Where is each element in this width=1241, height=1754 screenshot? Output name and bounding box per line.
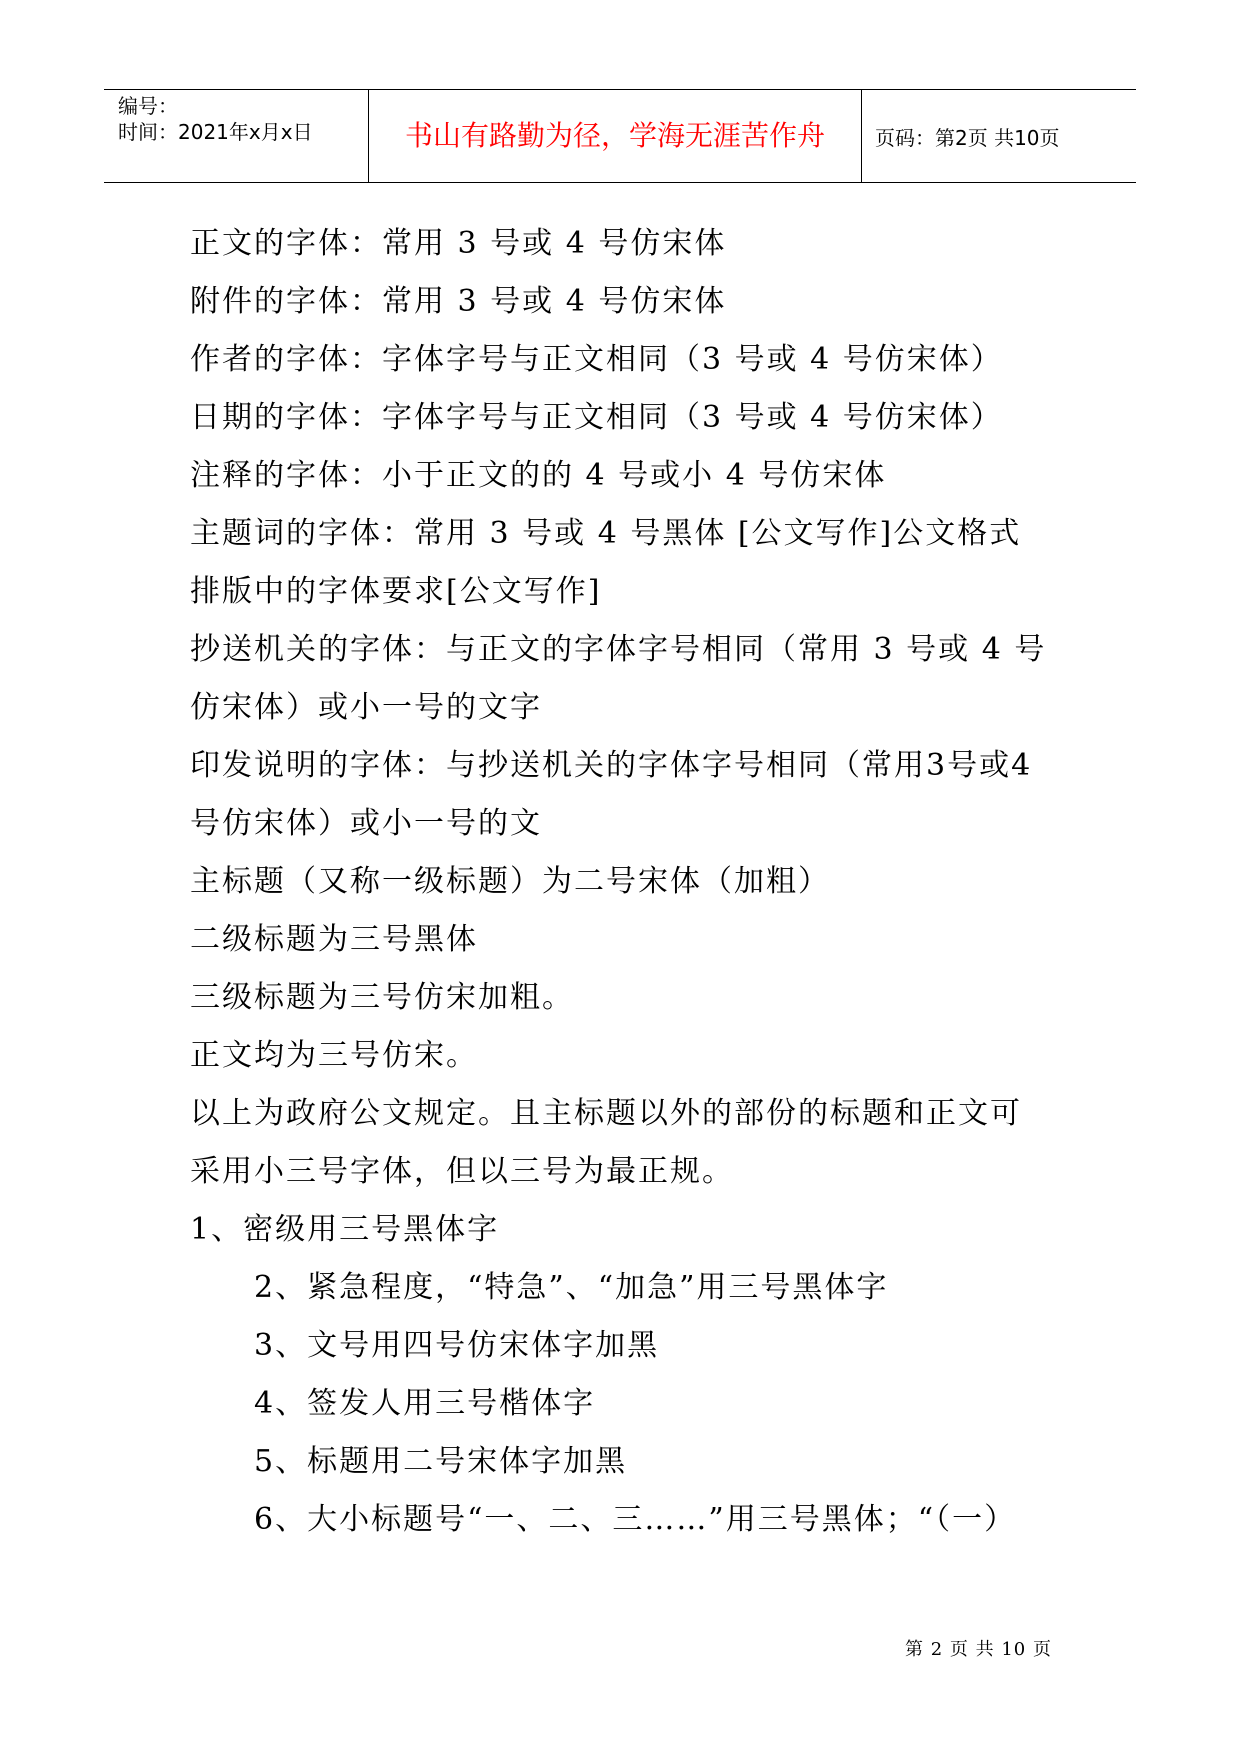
body-line: 主题词的字体：常用 3 号或 4 号黑体 [公文写作]公文格式 xyxy=(190,516,1022,551)
list-item: 5、标题用二号宋体字加黑 xyxy=(254,1444,628,1479)
list-item: 1、密级用三号黑体字 xyxy=(190,1212,500,1247)
body-line: 抄送机关的字体：与正文的字体字号相同（常用 3 号或 4 号 xyxy=(190,632,1047,667)
page-footer: 第 2 页 共 10 页 xyxy=(905,1639,1052,1660)
body-line: 仿宋体）或小一号的文字 xyxy=(190,690,542,725)
header-info-cell xyxy=(104,90,369,182)
list-item: 2、紧急程度，“特急”、“加急”用三号黑体字 xyxy=(254,1270,889,1305)
body-line: 三级标题为三号仿宋加粗。 xyxy=(190,980,574,1015)
document-number-label: 编号： xyxy=(118,94,178,118)
body-line: 日期的字体：字体字号与正文相同（3 号或 4 号仿宋体） xyxy=(190,400,1003,435)
body-line: 注释的字体：小于正文的的 4 号或小 4 号仿宋体 xyxy=(190,458,887,493)
body-line: 作者的字体：字体字号与正文相同（3 号或 4 号仿宋体） xyxy=(190,342,1003,377)
body-line: 排版中的字体要求[公文写作] xyxy=(190,574,602,609)
page-header xyxy=(104,89,1136,183)
body-line: 二级标题为三号黑体 xyxy=(190,922,478,957)
header-page-cell xyxy=(863,90,1136,182)
body-line: 附件的字体：常用 3 号或 4 号仿宋体 xyxy=(190,284,727,319)
header-page-number: 页码：第2页 共10页 xyxy=(875,126,1060,150)
list-item: 4、签发人用三号楷体字 xyxy=(254,1386,596,1421)
list-item: 3、文号用四号仿宋体字加黑 xyxy=(254,1328,660,1363)
body-line: 采用小三号字体，但以三号为最正规。 xyxy=(190,1154,734,1189)
header-motto: 书山有路勤为径，学海无涯苦作舟 xyxy=(404,119,825,152)
body-line: 以上为政府公文规定。且主标题以外的部份的标题和正文可 xyxy=(190,1096,1022,1131)
body-line: 正文的字体：常用 3 号或 4 号仿宋体 xyxy=(190,226,727,261)
body-line: 正文均为三号仿宋。 xyxy=(190,1038,478,1073)
header-motto-cell xyxy=(369,90,862,182)
body-line: 印发说明的字体：与抄送机关的字体字号相同（常用3号或4 xyxy=(190,748,1033,783)
document-time-label: 时间：2021年x月x日 xyxy=(118,120,313,144)
body-line: 号仿宋体）或小一号的文 xyxy=(190,806,542,841)
body-line: 主标题（又称一级标题）为二号宋体（加粗） xyxy=(190,864,830,899)
list-item: 6、大小标题号“一、二、三……”用三号黑体；“（一） xyxy=(254,1502,1017,1537)
